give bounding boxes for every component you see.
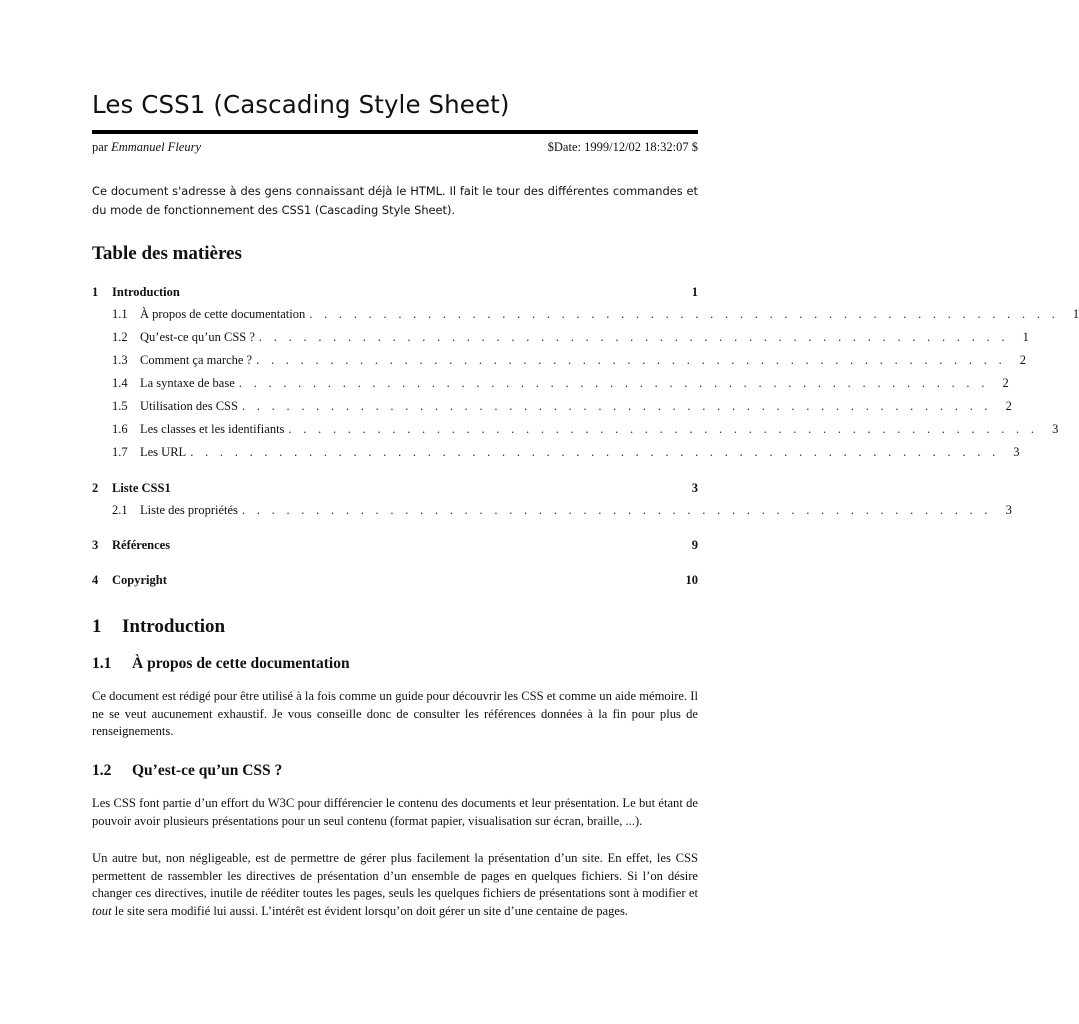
author-line — [92, 140, 201, 155]
toc-entry-utilisation[interactable] — [92, 398, 1012, 414]
subsection-number: 1.1 — [92, 655, 112, 672]
toc-number: 1.3 — [112, 353, 128, 367]
toc-leader: . . . . . . . . . . . . . . . . . . . . . . . . . . . . . . . . . . . . . . . . . . . . . . . . . . . — [238, 376, 989, 390]
toc-number: 4 — [92, 573, 99, 587]
toc-entry-syntaxe[interactable] — [92, 375, 1009, 391]
subsection-heading-quest-ce — [92, 762, 282, 780]
toc-label: Références — [112, 538, 171, 552]
toc-page-number: 1 — [1072, 307, 1079, 321]
toc-label: Qu’est-ce qu’un CSS ? — [140, 330, 255, 344]
toc-page-number: 2 — [1002, 376, 1009, 390]
toc-entry-comment[interactable] — [92, 352, 1027, 368]
toc-entry-references[interactable] — [92, 537, 698, 553]
toc-page-number: 3 — [1005, 503, 1012, 517]
toc-number: 2.1 — [112, 503, 128, 517]
toc-number: 1.2 — [112, 330, 128, 344]
subsection-title: Qu’est-ce qu’un CSS ? — [132, 762, 283, 779]
paragraph-text: Un autre but, non négligeable, est de permettre de gérer plus facilement la présentation d’un site. En effet, les CSS permettent de rassembler les directives de présentation d’un ensemble de pages en quelques fichiers. Si l’on désire changer ces directives, inutile de rééditer toutes les pages, seuls les quelques fichiers de présentations sont à modifier et — [92, 851, 698, 900]
toc-leader: . . . . . . . . . . . . . . . . . . . . . . . . . . . . . . . . . . . . . . . . . . . . . . . . . . . — [288, 422, 1039, 436]
toc-label: Introduction — [112, 285, 180, 299]
subsection-heading-a-propos — [92, 655, 350, 673]
toc-entry-copyright[interactable] — [92, 572, 698, 588]
toc-page-number: 3 — [1013, 445, 1020, 459]
toc-entry-introduction[interactable] — [92, 284, 698, 300]
toc-page-number: 10 — [685, 573, 698, 587]
toc-number: 2 — [92, 481, 99, 495]
toc-entry-url[interactable] — [92, 444, 1020, 460]
byline-prefix: par — [92, 140, 108, 154]
toc-label: Liste des propriétés — [140, 503, 238, 517]
abstract: Ce document s'adresse à des gens connaissant déjà le HTML. Il fait le tour des différentes commandes et du mode de fonctionnement des CSS1 (Cascading Style Sheet). — [92, 184, 698, 217]
toc-page-number: 3 — [1052, 422, 1059, 436]
toc-label: Utilisation des CSS — [140, 399, 238, 413]
toc-number: 1.5 — [112, 399, 128, 413]
toc-entry-quest-ce[interactable] — [92, 329, 1029, 345]
toc-leader: . . . . . . . . . . . . . . . . . . . . . . . . . . . . . . . . . . . . . . . . . . . . . . . . . . . . . . . — [190, 445, 1000, 459]
paragraph-quest-ce-2 — [92, 850, 698, 920]
toc-leader: . . . . . . . . . . . . . . . . . . . . . . . . . . . . . . . . . . . . . . . . . . . . . . . . . . . — [256, 353, 1007, 367]
toc-label: La syntaxe de base — [140, 376, 235, 390]
paragraph-a-propos: Ce document est rédigé pour être utilisé à la fois comme un guide pour découvrir les CSS et comme un aide mémoire. Il ne se veut aucunement exhaustif. Je vous conseille donc de consulter les références données à la fin pour plus de renseignements. — [92, 689, 698, 738]
toc-number: 3 — [92, 538, 99, 552]
toc-number: 1.1 — [112, 307, 128, 321]
author-name: Emmanuel Fleury — [111, 140, 201, 154]
byline — [92, 140, 698, 155]
toc-page-number: 2 — [1019, 353, 1027, 367]
toc-number: 1.4 — [112, 376, 128, 390]
toc-page-number: 1 — [691, 285, 698, 299]
title-rule — [92, 130, 698, 134]
toc-label: Les classes et les identifiants — [140, 422, 285, 436]
toc-label: Comment ça marche ? — [140, 353, 253, 367]
toc-label: Les URL — [140, 445, 187, 459]
toc-title: Table des matières — [92, 243, 242, 264]
toc-leader: . . . . . . . . . . . . . . . . . . . . . . . . . . . . . . . . . . . . . . . . . . . . . . . . . . . — [309, 307, 1060, 321]
toc-number: 1 — [92, 285, 99, 299]
section-number: 1 — [92, 616, 102, 637]
toc-page-number: 9 — [691, 538, 698, 552]
toc-label: Liste CSS1 — [112, 481, 171, 495]
toc-page-number: 3 — [691, 481, 698, 495]
toc-page-number: 1 — [1022, 330, 1029, 344]
document-date: $Date: 1999/12/02 18:32:07 $ — [547, 140, 698, 154]
toc-number: 1.7 — [112, 445, 128, 459]
toc-leader: . . . . . . . . . . . . . . . . . . . . . . . . . . . . . . . . . . . . . . . . . . . . . . . . . . . — [258, 330, 1009, 344]
subsection-title: À propos de cette documentation — [132, 655, 350, 672]
toc-label: À propos de cette documentation — [140, 307, 306, 321]
toc-number: 1.6 — [112, 422, 128, 436]
toc-leader: . . . . . . . . . . . . . . . . . . . . . . . . . . . . . . . . . . . . . . . . . . . . . . . . . . . — [241, 399, 992, 413]
paragraph-text: le site sera modifié lui aussi. L’intérêt est évident lorsqu’on doit gérer un site d’une centaine de pages. — [111, 903, 629, 918]
toc-page-number: 2 — [1005, 399, 1012, 413]
emphasis-text: tout — [92, 903, 112, 918]
paragraph-quest-ce-1: Les CSS font partie d’un effort du W3C pour différencier le contenu des documents et leur présentation. Le but étant de pouvoir avoir plusieurs présentations pour un seul contenu (format papier, visualisation sur écran, braille, ...). — [92, 796, 698, 828]
toc-entry-liste-css1[interactable] — [92, 480, 698, 496]
section-heading-introduction — [92, 616, 225, 638]
toc-label: Copyright — [112, 573, 167, 587]
toc-leader: . . . . . . . . . . . . . . . . . . . . . . . . . . . . . . . . . . . . . . . . . . . . . . . . . . . — [241, 503, 992, 517]
section-title: Introduction — [122, 616, 226, 637]
toc-entry-a-propos[interactable] — [92, 306, 1079, 322]
toc-entry-proprietes[interactable] — [92, 502, 1012, 518]
document-title: Les CSS1 (Cascading Style Sheet) — [92, 90, 510, 119]
subsection-number: 1.2 — [92, 762, 112, 779]
toc-entry-classes[interactable] — [92, 421, 1059, 437]
